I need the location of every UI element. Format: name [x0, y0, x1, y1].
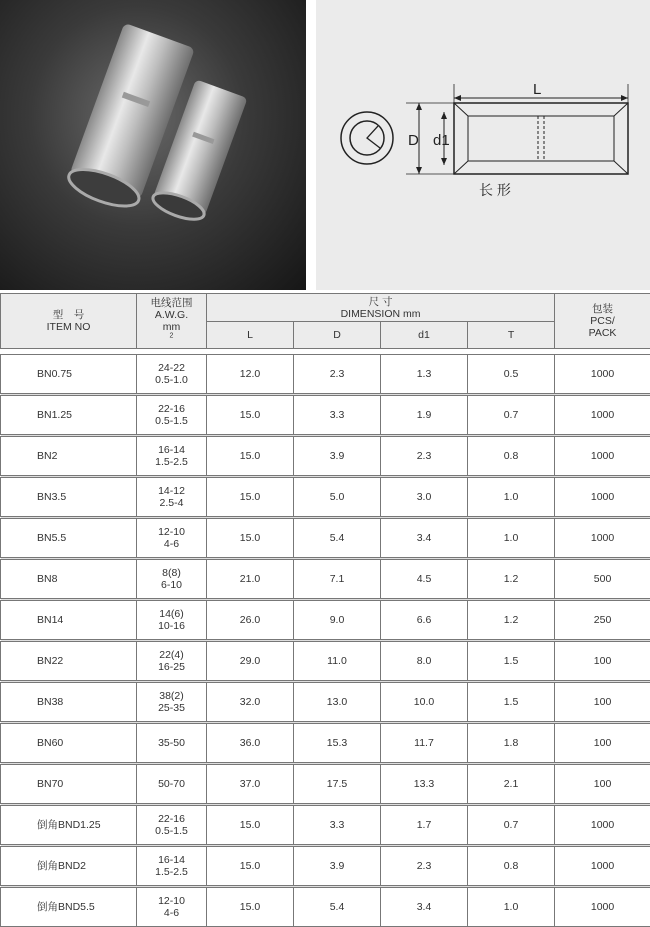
cell-D: 5.4: [294, 888, 381, 927]
header-D: D: [294, 322, 381, 349]
cell-L: 36.0: [207, 724, 294, 763]
header-awg: 电线范围 A.W.G. mm $^2$: [137, 294, 207, 349]
cell-pack: 1000: [555, 478, 650, 517]
cell-awg: 12-10 4-6: [137, 888, 207, 927]
cell-T: 0.8: [468, 437, 555, 476]
cell-model: BN0.75: [1, 355, 137, 394]
cell-pack: 1000: [555, 847, 650, 886]
header-item-no: 型 号 ITEM NO: [1, 294, 137, 349]
cell-model: BN14: [1, 601, 137, 640]
cell-model: 倒角BND1.25: [1, 806, 137, 845]
table-row: [1, 724, 650, 763]
cell-pack: 500: [555, 560, 650, 599]
cell-T: 1.5: [468, 683, 555, 722]
cell-D: 5.4: [294, 519, 381, 558]
cell-T: 0.5: [468, 355, 555, 394]
cell-d1: 3.4: [381, 888, 468, 927]
table-row: [1, 560, 650, 599]
cell-T: 1.2: [468, 560, 555, 599]
dimension-diagram: [316, 0, 650, 290]
cell-T: 1.5: [468, 642, 555, 681]
cell-model: BN8: [1, 560, 137, 599]
cell-awg: 38(2) 25-35: [137, 683, 207, 722]
cell-L: 15.0: [207, 396, 294, 435]
cell-awg: 8(8) 6-10: [137, 560, 207, 599]
cell-awg: 16-14 1.5-2.5: [137, 437, 207, 476]
table-row: [1, 478, 650, 517]
cell-L: 15.0: [207, 478, 294, 517]
cell-pack: 250: [555, 601, 650, 640]
spec-table-body: [1, 355, 650, 927]
cell-awg: 14(6) 10-16: [137, 601, 207, 640]
label-d1: d1: [433, 132, 450, 149]
cell-D: 2.3: [294, 355, 381, 394]
spec-table: [0, 293, 650, 927]
cell-L: 26.0: [207, 601, 294, 640]
cell-awg: 14-12 2.5-4: [137, 478, 207, 517]
cell-T: 0.7: [468, 396, 555, 435]
cell-T: 1.0: [468, 888, 555, 927]
cell-D: 15.3: [294, 724, 381, 763]
cell-d1: 3.4: [381, 519, 468, 558]
cell-L: 37.0: [207, 765, 294, 804]
cell-awg: 22-16 0.5-1.5: [137, 396, 207, 435]
table-row: [1, 806, 650, 845]
cell-L: 15.0: [207, 519, 294, 558]
cell-pack: 100: [555, 765, 650, 804]
cell-D: 3.3: [294, 806, 381, 845]
table-row: [1, 601, 650, 640]
cell-model: BN5.5: [1, 519, 137, 558]
cell-model: 倒角BND2: [1, 847, 137, 886]
cell-awg: 12-10 4-6: [137, 519, 207, 558]
cell-T: 1.0: [468, 519, 555, 558]
butt-connector-photo-icon: [0, 0, 306, 290]
cell-T: 0.7: [468, 806, 555, 845]
cell-model: BN22: [1, 642, 137, 681]
cell-model: BN1.25: [1, 396, 137, 435]
cell-model: 倒角BND5.5: [1, 888, 137, 927]
cell-pack: 1000: [555, 519, 650, 558]
cell-T: 1.0: [468, 478, 555, 517]
table-row: [1, 355, 650, 394]
header-pack: 包装 PCS/ PACK: [555, 294, 650, 349]
label-L: L: [533, 81, 541, 98]
cell-T: 0.8: [468, 847, 555, 886]
cell-D: 17.5: [294, 765, 381, 804]
cell-d1: 11.7: [381, 724, 468, 763]
table-row: [1, 396, 650, 435]
header-L: L: [207, 322, 294, 349]
cell-pack: 100: [555, 642, 650, 681]
label-D: D: [408, 132, 419, 149]
cell-awg: 24-22 0.5-1.0: [137, 355, 207, 394]
table-row: [1, 642, 650, 681]
cell-L: 12.0: [207, 355, 294, 394]
cell-pack: 1000: [555, 355, 650, 394]
cell-d1: 1.3: [381, 355, 468, 394]
cell-pack: 1000: [555, 806, 650, 845]
cell-d1: 1.7: [381, 806, 468, 845]
cell-L: 15.0: [207, 806, 294, 845]
cell-d1: 2.3: [381, 437, 468, 476]
header-T: T: [468, 322, 555, 349]
cell-d1: 1.9: [381, 396, 468, 435]
cell-pack: 100: [555, 683, 650, 722]
cell-awg: 35-50: [137, 724, 207, 763]
cell-awg: 22(4) 16-25: [137, 642, 207, 681]
cell-pack: 1000: [555, 888, 650, 927]
cell-L: 29.0: [207, 642, 294, 681]
cell-D: 7.1: [294, 560, 381, 599]
cell-model: BN2: [1, 437, 137, 476]
cell-d1: 13.3: [381, 765, 468, 804]
table-row: [1, 888, 650, 927]
cell-model: BN3.5: [1, 478, 137, 517]
cell-d1: 3.0: [381, 478, 468, 517]
cell-pack: 1000: [555, 437, 650, 476]
cell-d1: 10.0: [381, 683, 468, 722]
table-row: [1, 847, 650, 886]
cell-L: 15.0: [207, 437, 294, 476]
cell-L: 15.0: [207, 847, 294, 886]
cell-T: 2.1: [468, 765, 555, 804]
cell-D: 5.0: [294, 478, 381, 517]
cell-d1: 4.5: [381, 560, 468, 599]
cell-awg: 16-14 1.5-2.5: [137, 847, 207, 886]
cell-D: 3.9: [294, 437, 381, 476]
cell-T: 1.8: [468, 724, 555, 763]
cell-D: 3.3: [294, 396, 381, 435]
cell-awg: 22-16 0.5-1.5: [137, 806, 207, 845]
cell-d1: 6.6: [381, 601, 468, 640]
diagram-caption: 长 形: [479, 182, 511, 198]
cell-L: 32.0: [207, 683, 294, 722]
cell-awg: 50-70: [137, 765, 207, 804]
cell-L: 21.0: [207, 560, 294, 599]
side-view-outline: [454, 103, 628, 174]
cell-d1: 2.3: [381, 847, 468, 886]
cell-pack: 100: [555, 724, 650, 763]
cell-model: BN38: [1, 683, 137, 722]
cell-L: 15.0: [207, 888, 294, 927]
cell-T: 1.2: [468, 601, 555, 640]
spec-table-header: [1, 294, 650, 349]
cell-D: 9.0: [294, 601, 381, 640]
cell-d1: 8.0: [381, 642, 468, 681]
header-d1: d1: [381, 322, 468, 349]
cell-pack: 1000: [555, 396, 650, 435]
cell-model: BN70: [1, 765, 137, 804]
cell-model: BN60: [1, 724, 137, 763]
header-dimension: 尺 寸 DIMENSION mm: [207, 294, 555, 322]
product-photo: [0, 0, 306, 290]
cell-D: 3.9: [294, 847, 381, 886]
table-row: [1, 765, 650, 804]
cell-D: 11.0: [294, 642, 381, 681]
table-row: [1, 519, 650, 558]
table-row: [1, 683, 650, 722]
cell-D: 13.0: [294, 683, 381, 722]
table-row: [1, 437, 650, 476]
